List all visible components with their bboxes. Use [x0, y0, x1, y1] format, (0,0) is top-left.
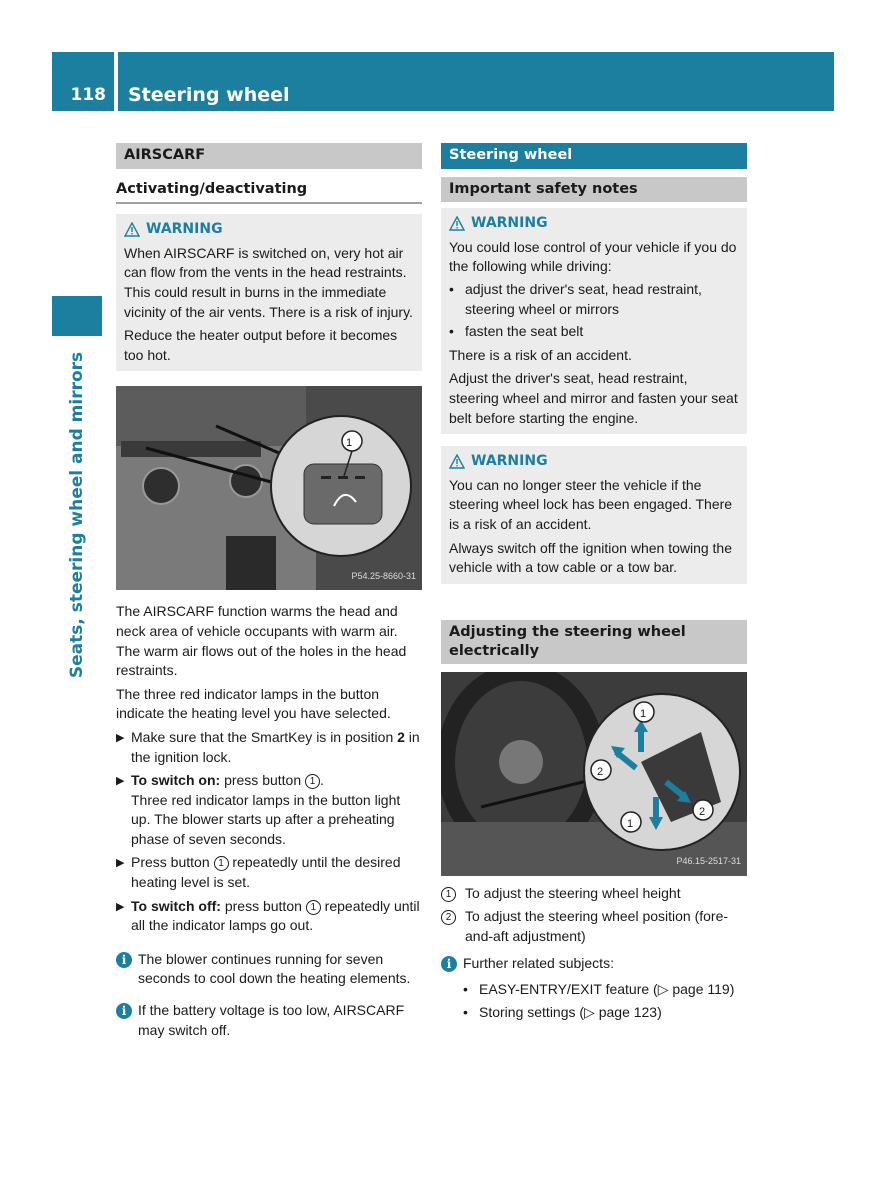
warning-box-airscarf	[116, 214, 422, 371]
steering-adjust-image	[441, 672, 747, 876]
side-tab-marker	[52, 296, 102, 336]
image-caption: P54.25-8660-31	[351, 570, 416, 581]
arrow-bullet-icon: ▶	[116, 857, 125, 870]
info-note: i The blower continues running for seven seconds to cool down the heating elements.	[116, 950, 422, 989]
info-note: i Further related subjects: • EASY-ENTRY/EXIT feature (▷ page 119) • Storing settings (▷ page 123)	[441, 954, 747, 1022]
warning-title: WARNING	[449, 214, 739, 234]
warning-triangle-icon	[449, 454, 465, 469]
warning-triangle-icon	[449, 216, 465, 231]
circled-number: 1	[305, 774, 320, 789]
image-callout: 2	[597, 765, 604, 778]
warning-text: When AIRSCARF is switched on, very hot air can flow from the vents in the head restraints. This could result in burns in the immediate vicinity of the air vents. There is a risk of injury.	[124, 244, 413, 320]
warning-triangle-icon	[124, 222, 140, 237]
info-icon: i	[441, 956, 457, 972]
arrow-bullet-icon: ▶	[116, 900, 125, 913]
instruction-step: ▶ Press button 1 repeatedly until the desired heating level is set.	[116, 853, 422, 892]
image-callout: 1	[640, 707, 647, 720]
left-column	[116, 143, 422, 1040]
info-icon: i	[116, 952, 132, 968]
list-item: • adjust the driver's seat, head restraint, steering wheel or mirrors	[449, 280, 702, 317]
instruction-step: ▶ To switch off: press button 1 repeatedly until all the indicator lamps go out.	[116, 897, 422, 936]
circled-number: 1	[441, 887, 456, 902]
paragraph: The three red indicator lamps in the button indicate the heating level you have selected.	[116, 685, 391, 722]
section-adjusting-steering: Adjusting the steering wheel electrically	[441, 620, 747, 664]
page-title: Steering wheel	[128, 84, 290, 106]
circled-number: 1	[306, 900, 321, 915]
warning-text: Reduce the heater output before it becomes too hot.	[124, 327, 398, 363]
legend-item: 1 To adjust the steering wheel height	[441, 884, 747, 904]
image-callout: 1	[346, 437, 353, 450]
info-icon: i	[116, 1003, 132, 1019]
section-airscarf: AIRSCARF	[116, 143, 422, 169]
warning-box-control: WARNING You could lose control of your vehicle if you do the following while driving: • adjust the driver's seat, head restraint, steering wheel or mirrors • fasten the seat belt There is a risk of an accident. Adjust the driver's seat, head restraint, steering wheel and mirror and fasten your seat belt before starting the engine.	[441, 208, 747, 434]
arrow-bullet-icon: ▶	[116, 775, 125, 788]
image-caption: P46.15-2517-31	[676, 856, 741, 867]
subsection-safety-notes: Important safety notes	[441, 177, 747, 203]
arrow-bullet-icon: ▶	[116, 731, 125, 744]
side-tab	[52, 340, 102, 690]
side-tab-label: Seats, steering wheel and mirrors	[67, 351, 87, 679]
console-illustration	[116, 386, 422, 590]
right-column	[441, 143, 747, 1022]
circled-number: 1	[214, 856, 229, 871]
section-steering-wheel: Steering wheel	[441, 143, 747, 169]
list-item: • EASY-ENTRY/EXIT feature (▷ page 119)	[463, 981, 735, 998]
page-number-box	[52, 52, 114, 111]
instruction-step: ▶ Make sure that the SmartKey is in position 2 in the ignition lock.	[116, 728, 422, 767]
page-header	[118, 52, 834, 111]
image-callout: 1	[627, 817, 634, 830]
warning-box-steering-lock: WARNING You can no longer steer the vehicle if the steering wheel lock has been engaged. There is a risk of an accident. Always switch off the ignition when towing the vehicle with a tow cable or a tow bar.	[441, 446, 747, 584]
warning-title: WARNING	[124, 220, 414, 240]
list-item: • fasten the seat belt	[449, 323, 584, 340]
info-note: i If the battery voltage is too low, AIRSCARF may switch off.	[116, 1001, 422, 1040]
airscarf-button-image	[116, 386, 422, 590]
step-detail: Three red indicator lamps in the button light up. The blower starts up after a preheating phase of seven seconds.	[131, 791, 401, 847]
legend-item: 2 To adjust the steering wheel position (fore-and-aft adjustment)	[441, 907, 747, 946]
circled-number: 2	[441, 910, 456, 925]
paragraph: The AIRSCARF function warms the head and neck area of vehicle occupants with warm air. The warm air flows out of the holes in the head restraints.	[116, 603, 407, 679]
warning-title: WARNING	[449, 452, 739, 472]
image-callout: 2	[699, 805, 706, 818]
page-number: 118	[70, 85, 106, 105]
instruction-step: ▶ To switch on: press button 1 . Three red indicator lamps in the button light up. The blower starts up after a preheating phase of seven seconds.	[116, 771, 422, 849]
steering-illustration	[441, 672, 747, 876]
list-item: • Storing settings (▷ page 123)	[463, 1003, 662, 1020]
subsection-activating: Activating/deactivating	[116, 180, 422, 205]
